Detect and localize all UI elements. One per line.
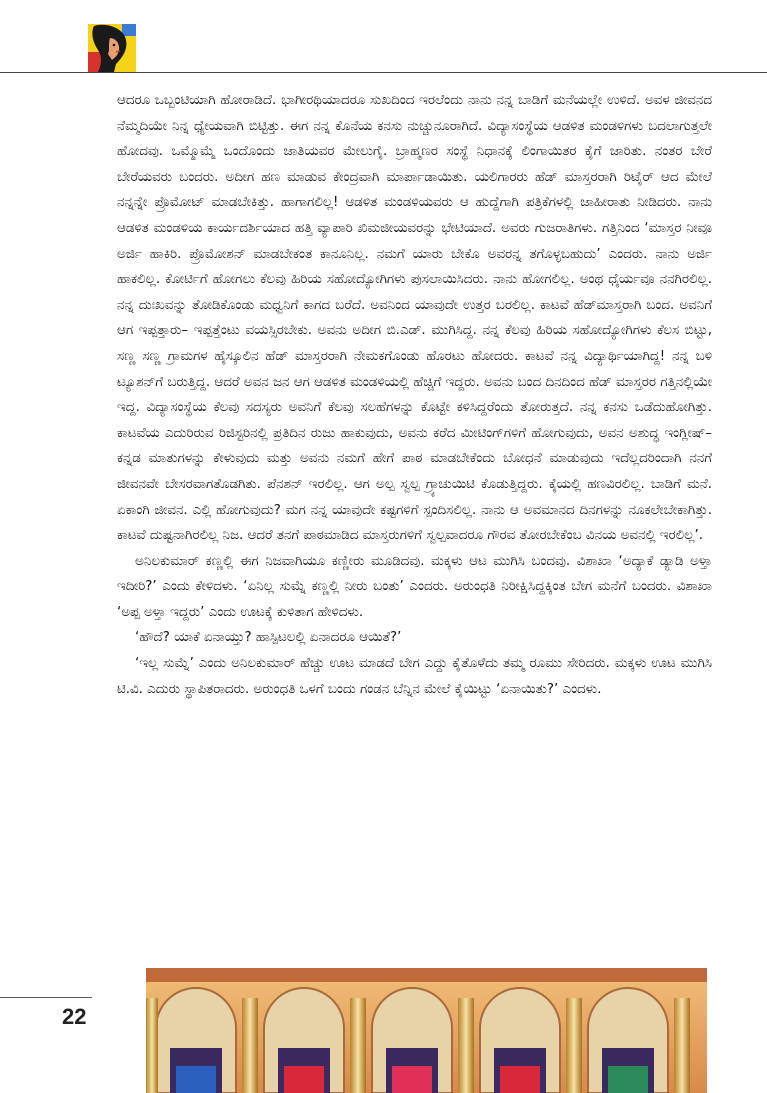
arched-colonnade-painting [146,968,707,1093]
paragraph-4: ‘ಇಲ್ಲ ಸುಮ್ನೆ’ ಎಂದು ಅನಿಲಕುಮಾರ್ ಹೆಚ್ಚು ಊಟ ಮಾಡದೆ ಬೇಗ ಎದ್ದು ಕೈತೊಳೆದು ತಮ್ಮ ರೂಮು ಸೇರಿದರು. ಮಕ್ಕಳು ಊಟ ಮುಗಿಸಿ ಟಿ.ವಿ. ಎದುರು ಸ್ಥಾಪಿತರಾದರು. ಅರುಂಧತಿ ಒಳಗೆ ಬಂದು ಗಂಡನ ಬೆನ್ನಿನ ಮೇಲೆ ಕೈಯಿಟ್ಟು ‘ಏನಾಯಿತು?’ ಎಂದಳು. [117,656,712,697]
page-number: 22 [62,1004,87,1029]
paragraph-1: ಆದರೂ ಒಬ್ಬಂಟಿಯಾಗಿ ಹೋರಾಡಿದೆ. ಭಾಗೀರಥಿಯಾದರೂ ಸುಖದಿಂದ ಇರಲೆಂದು ನಾನು ನನ್ನ ಬಾಡಿಗೆ ಮನೆಯಲ್ಲೇ ಉಳಿದೆ. ಅವಳ ಜೀವನದ ನೆಮ್ಮದಿಯೇ ನಿನ್ನ ಧ್ಯೇಯವಾಗಿ ಬಿಟ್ಟಿತ್ತು. ಈಗ ನನ್ನ ಕೊನೆಯ ಕನಸು ನುಚ್ಚುನೂರಾಗಿದೆ. ವಿದ್ಯಾಸಂಸ್ಥೆಯ ಆಡಳಿತ ಮಂಡಳಿಗಳು ಬದಲಾಗುತ್ತಲೇ ಹೋದವು. ಒಮ್ಮೊಮ್ಮೆ ಒಂದೊಂದು ಜಾತಿಯವರ ಮೇಲುಗೈ. ಬ್ರಾಹ್ಮಣರ ಸಂಸ್ಥೆ ನಿಧಾನಕ್ಕೆ ಲಿಂಗಾಯಿತರ ಕೈಗೆ ಜಾರಿತು. ನಂತರ ಬೇರೆ ಬೇರೆಯವರು ಬಂದರು. ಅದೀಗ ಹಣ ಮಾಡುವ ಕೇಂದ್ರವಾಗಿ ಮಾರ್ಪಾಡಾಯಿತು. ಯಲಿಗಾರರು ಹೆಡ್ ಮಾಸ್ತರರಾಗಿ ರಿಟೈರ್ ಆದ ಮೇಲೆ ನನ್ನನ್ನೇ ಪ್ರೊಮೋಟ್ ಮಾಡಬೇಕಿತ್ತು. ಹಾಗಾಗಲಿಲ್ಲ! ಆಡಳಿತ ಮಂಡಳಿಯವರು ಆ ಹುದ್ದೆಗಾಗಿ ಪತ್ರಿಕೆಗಳಲ್ಲಿ ಜಾಹೀರಾತು ನೀಡಿದರು. ನಾನು ಆಡಳಿತ ಮಂಡಳಿಯ ಕಾರ್ಯದರ್ಶಿಯಾದ ಹತ್ತಿ ವ್ಯಾಪಾರಿ ಖಿಮಜೀಯವರನ್ನು ಭೇಟಿಯಾದೆ. ಅವರು ಗುಜರಾತಿಗಳು. ಗತ್ತಿನಿಂದ ‘ಮಾಸ್ತರ ನೀವೂ ಅರ್ಜಿ ಹಾಕಿರಿ. ಪ್ರೊಮೋಶನ್ ಮಾಡಬೇಕಂತ ಕಾನೂನಿಲ್ಲ. ನಮಗೆ ಯಾರು ಬೇಕೊ ಅವರನ್ನ ತಗೊಳ್ಳಬಹುದು’ ಎಂದರು. ನಾನು ಅರ್ಜಿ ಹಾಕಲಿಲ್ಲ. ಕೋರ್ಟಿಗೆ ಹೋಗಲು ಕೆಲವು ಹಿರಿಯ ಸಹೋದ್ಯೋಗಿಗಳು ಪುಸಲಾಯಿಸಿದರು. ನಾನು ಹೋಗಲಿಲ್ಲ. ಅಂಥ ಧೈರ್ಯವೂ ನನಗಿರಲಿಲ್ಲ. ನನ್ನ ದುಃಖವನ್ನು ತೋಡಿಕೊಂಡು ಮಧ್ವನಿಗೆ ಕಾಗದ ಬರೆದೆ. ಅವನಿಂದ ಯಾವುದೇ ಉತ್ತರ ಬರಲಿಲ್ಲ. ಕಾಟವೆ ಹೆಡ್‌ಮಾಸ್ತರಾಗಿ ಬಂದ. ಅವನಿಗೆ ಆಗ ಇಪ್ಪತ್ತಾರು– ಇಪ್ಪತ್ತೆಂಟು ವಯಸ್ಸಿರಬೇಕು. ಅವನು ಅದೀಗ ಬಿ.ಎಡ್. ಮುಗಿಸಿದ್ದ. ನನ್ನ ಕೆಲವು ಹಿರಿಯ ಸಹೋದ್ಯೋಗಿಗಳು ಕೆಲಸ ಬಿಟ್ಟು, ಸಣ್ಣ ಸಣ್ಣ ಗ್ರಾಮಗಳ ಹೈಸ್ಕೂಲಿನ ಹೆಡ್ ಮಾಸ್ತರರಾಗಿ ನೇಮಕಗೊಂಡು ಹೊರಟು ಹೋದರು. ಕಾಟವೆ ನನ್ನ ವಿದ್ಯಾರ್ಥಿಯಾಗಿದ್ದ! ನನ್ನ ಬಳಿ ಟ್ಯೂಶನ್‌ಗೆ ಬರುತ್ತಿದ್ದ. ಆದರೆ ಅವನ ಜನ ಆಗ ಆಡಳಿತ ಮಂಡಳಿಯಲ್ಲಿ ಹೆಚ್ಚಿಗೆ ಇದ್ದರು. ಅವನು ಬಂದ ದಿನದಿಂದ ಹೆಡ್ ಮಾಸ್ತರರ ಗತ್ತಿನಲ್ಲಿಯೇ ಇದ್ದ. ವಿದ್ಯಾಸಂಸ್ಥೆಯ ಕೆಲವು ಸದಸ್ಯರು ಅವನಿಗೆ ಕೆಲವು ಸಲಹೆಗಳನ್ನು ಕೊಟ್ಟೇ ಕಳಿಸಿದ್ದರೆಂದು ತೋರುತ್ತದೆ. ನನ್ನ ಕನಸು ಒಡೆದುಹೋಗಿತ್ತು. ಕಾಟವೆಯ ಎದುರಿರುವ ರಿಜಿಸ್ಟರಿನಲ್ಲಿ ಪ್ರತಿದಿನ ರುಜು ಹಾಕುವುದು, ಅವನು ಕರೆದ ಮೀಟಿಂಗ್‌ಗಳಿಗೆ ಹೋಗುವುದು, ಅವನ ಅಶುದ್ಧ ಇಂಗ್ಲೀಷ್–ಕನ್ನಡ ಮಾತುಗಳನ್ನು ಕೇಳುವುದು ಮತ್ತು ಅವನು ನಮಗೆ ಹೇಗೆ ಪಾಠ ಮಾಡಬೇಕೆಂದು ಬೋಧನೆ ಮಾಡುವುದು ಇದೆಲ್ಲದರಿಂದಾಗಿ ನನಗೆ ಜೀವನವೇ ಬೇಸರವಾಗತೊಡಗಿತು. ಪೆನಶನ್ ಇರಲಿಲ್ಲ. ಆಗ ಅಲ್ಪ ಸ್ವಲ್ಪ ಗ್ರ್ಯಾಚುಯಿಟಿ ಕೊಡುತ್ತಿದ್ದರು. ಕೈಯಲ್ಲಿ ಹಣವಿರಲಿಲ್ಲ. ಬಾಡಿಗೆ ಮನೆ. ಏಕಾಂಗಿ ಜೀವನ. ಎಲ್ಲಿ ಹೋಗುವುದು? ಮಗ ನನ್ನ ಯಾವುದೇ ಕಷ್ಟಗಳಿಗೆ ಸ್ಪಂದಿಸಲಿಲ್ಲ. ನಾನು ಆ ಅವಮಾನದ ದಿನಗಳನ್ನು ನೂಕಲೇಬೇಕಾಗಿತ್ತು. ಕಾಟವೆ ದುಷ್ಟನಾಗಿರಲಿಲ್ಲ ನಿಜ. ಆದರೆ ತನಗೆ ಪಾಠಮಾಡಿದ ಮಾಸ್ತರುಗಳಿಗೆ ಸ್ವಲ್ಪವಾದರೂ ಗೌರವ ತೋರಬೇಕೆಂಬ ವಿನಯ ಅವನಲ್ಲಿ ಇರಲಿಲ್ಲ’. [117,93,712,544]
paragraph-2: ಅನಿಲಕುಮಾರ್ ಕಣ್ಣಲ್ಲಿ ಈಗ ನಿಜವಾಗಿಯೂ ಕಣ್ಣೀರು ಮೂಡಿದವು. ಮಕ್ಕಳು ಆಟ ಮುಗಿಸಿ ಬಂದವು. ವಿಶಾಖಾ ‘ಅದ್ಯಾಕೆ ಡ್ಯಾಡಿ ಅಳ್ತಾ ಇದೀರಿ?’ ಎಂದು ಕೇಳಿದಳು. ‘ಏನಿಲ್ಲ ಸುಮ್ನೆ ಕಣ್ಣಲ್ಲಿ ನೀರು ಬಂತು’ ಎಂದರು. ಅರುಂಧತಿ ನಿರೀಕ್ಷಿಸಿದ್ದಕ್ಕಿಂತ ಬೇಗ ಮನೆಗೆ ಬಂದರು. ವಿಶಾಖಾ ‘ಅಪ್ಪ ಅಳ್ತಾ ಇದ್ದರು’ ಎಂದು ಊಟಕ್ಕೆ ಕುಳಿತಾಗ ಹೇಳಿದಳು. [117,553,712,620]
header-rule [0,72,767,73]
woman-profile-logo-icon [88,24,136,72]
story-body [117,88,712,702]
footer-rule [0,997,92,998]
paragraph-3: ‘ಹೌದೆ? ಯಾಕೆ ಏನಾಯ್ತು? ಹಾಸ್ಪಿಟಲಲ್ಲಿ ಏನಾದರೂ ಆಯಿತೆ?’ [135,630,402,646]
